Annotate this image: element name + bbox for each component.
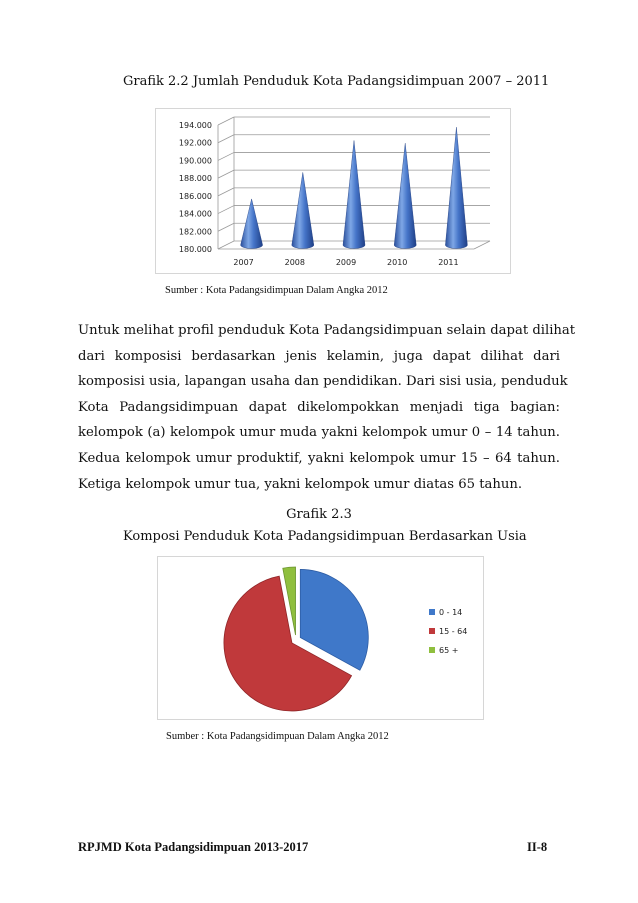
legend-label: 0 - 14 [439, 608, 463, 617]
x-tick-label: 2011 [438, 258, 459, 267]
gridline-diagonal [218, 188, 234, 196]
paragraph-line: Kedua kelompok umur produktif, yakni kelompok umur 15 – 64 tahun. [78, 450, 560, 466]
cone-bar-2007 [241, 199, 263, 249]
paragraph-line: dari komposisi berdasarkan jenis kelamin, juga dapat dilihat dari [78, 348, 560, 364]
figure1-source: Sumber : Kota Padangsidimpuan Dalam Angka 2012 [165, 285, 388, 296]
gridline-diagonal [218, 223, 234, 231]
legend-swatch [429, 628, 435, 634]
y-tick-label: 194.000 [178, 121, 212, 130]
gridline-diagonal [218, 206, 234, 214]
figure2-caption: Komposi Penduduk Kota Padangsidimpuan Berdasarkan Usia [123, 529, 527, 544]
y-tick-label: 192.000 [178, 138, 212, 148]
figure2-source: Sumber : Kota Padangsidimpuan Dalam Angka 2012 [166, 731, 389, 742]
age-composition-chart-svg [158, 557, 483, 719]
legend-swatch [429, 609, 435, 615]
figure2-label: Grafik 2.3 [286, 507, 352, 522]
population-chart [155, 108, 511, 274]
page-number: II-8 [527, 840, 548, 854]
gridline-diagonal [218, 152, 234, 160]
y-tick-label: 182.000 [178, 227, 212, 237]
legend-label: 65 + [439, 646, 459, 655]
paragraph-line: Untuk melihat profil penduduk Kota Padangsidimpuan selain dapat dilihat [78, 323, 576, 338]
y-tick-label: 180.000 [178, 245, 212, 254]
body-paragraph [78, 318, 576, 497]
population-chart-svg [156, 109, 510, 273]
y-tick-label: 190.000 [178, 156, 212, 166]
y-tick-label: 184.000 [178, 209, 212, 219]
y-tick-label: 186.000 [178, 191, 212, 201]
legend-label: 15 - 64 [439, 627, 468, 636]
gridline-diagonal [218, 241, 234, 249]
gridline-diagonal [218, 170, 234, 178]
x-tick-label: 2009 [335, 258, 357, 267]
y-tick-label: 188.000 [178, 174, 212, 184]
paragraph-line: Ketiga kelompok umur tua, yakni kelompok umur diatas 65 tahun. [78, 476, 523, 492]
figure1-caption: Grafik 2.2 Jumlah Penduduk Kota Padangsidimpuan 2007 – 2011 [123, 74, 550, 89]
paragraph-line: komposisi usia, lapangan usaha dan pendidikan. Dari sisi usia, penduduk [78, 374, 568, 390]
x-tick-label: 2007 [233, 258, 254, 267]
legend-swatch [429, 647, 435, 653]
age-composition-chart [157, 556, 484, 720]
gridline-diagonal [218, 117, 234, 125]
cone-bar-2008 [292, 172, 314, 248]
footer-title: RPJMD Kota Padangsidimpuan 2013-2017 [78, 840, 309, 854]
paragraph-line: Kota Padangsidimpuan dapat dikelompokkan menjadi tiga bagian: [78, 399, 560, 415]
paragraph-line: kelompok (a) kelompok umur muda yakni kelompok umur 0 – 14 tahun. [78, 425, 560, 441]
cone-bar-2010 [394, 143, 416, 248]
x-tick-label: 2010 [387, 258, 408, 267]
gridline-diagonal [218, 135, 234, 143]
x-tick-label: 2008 [284, 258, 305, 267]
floor-side-edge [474, 241, 490, 249]
cone-bar-2009 [343, 140, 365, 248]
